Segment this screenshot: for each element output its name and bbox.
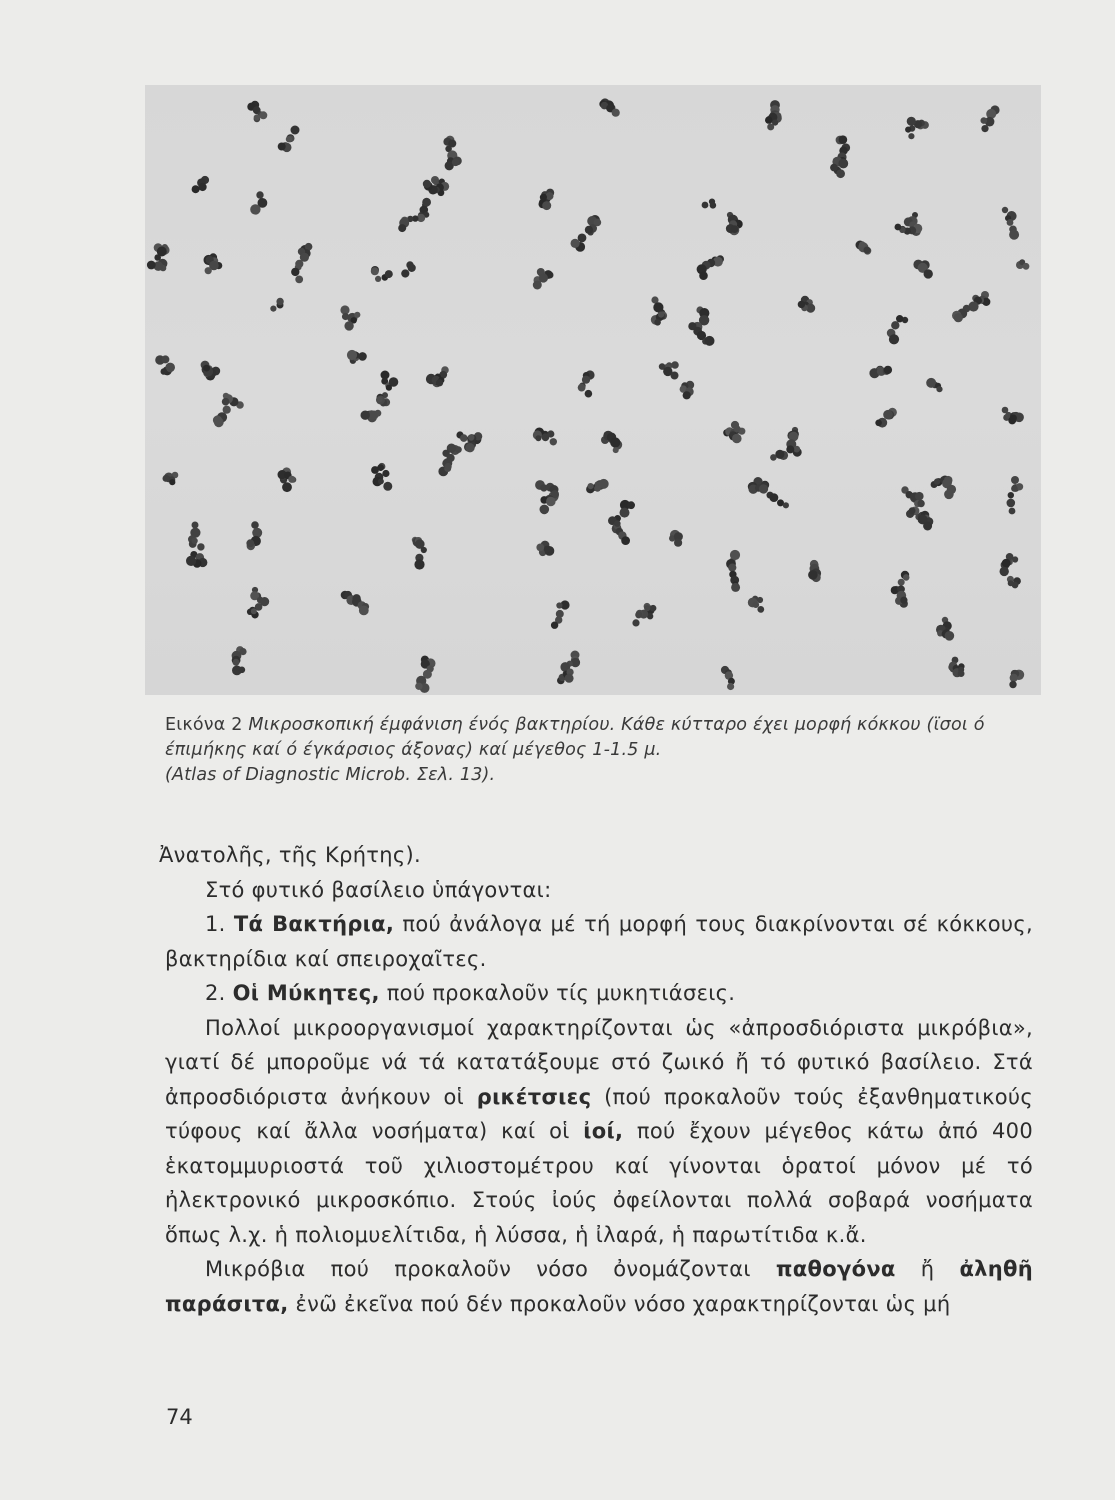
coccus-cell <box>896 315 903 322</box>
coccus-cell <box>1002 559 1011 568</box>
coccus-cell <box>1010 415 1017 422</box>
coccus-cell <box>903 574 910 581</box>
coccus-cell <box>542 201 551 210</box>
coccus-cell <box>344 321 353 330</box>
coccus-cell <box>436 379 443 386</box>
coccus-cell <box>924 269 933 278</box>
coccus-cell <box>759 484 768 493</box>
coccus-cell <box>1008 492 1014 498</box>
coccus-cell <box>192 522 199 529</box>
coccus-cell <box>378 478 384 484</box>
coccus-cell <box>732 434 742 444</box>
coccus-cell <box>808 570 818 580</box>
coccus-cell <box>699 271 708 280</box>
coccus-cell <box>401 269 409 277</box>
coccus-cell <box>250 204 260 214</box>
coccus-cell <box>632 619 639 626</box>
figure-caption <box>165 713 1035 788</box>
coccus-cell <box>620 508 630 518</box>
coccus-cell <box>728 564 736 572</box>
coccus-cell <box>710 202 717 209</box>
coccus-cell <box>547 430 554 437</box>
coccus-cell <box>222 398 230 406</box>
coccus-cell <box>582 376 590 384</box>
coccus-cell <box>550 438 557 445</box>
coccus-cell <box>1011 485 1018 492</box>
coccus-cell <box>422 198 431 207</box>
coccus-cell <box>1009 681 1016 688</box>
paragraph-pathogens <box>165 1252 1033 1321</box>
coccus-cell <box>535 435 541 441</box>
coccus-cell <box>702 202 709 209</box>
list-item-bacteria <box>165 907 1033 976</box>
coccus-cell <box>907 117 916 126</box>
coccus-cell <box>161 368 168 375</box>
text-run: πού ἔχουν μέγεθος κάτω ἀπό 400 ἑκατομμυριοστά τοῦ χιλιοστομέτρου καί γίνονται ὁρατοί μόνον μέ τό ἠλεκτρονικό μικροσκόπιο. Στούς ἰούς ὀφείλονται πολλά σοβαρά νοσήματα ὅπως λ.χ. ἡ πολιομυελίτιδα, ἡ λύσσα, ἡ ἰλαρά, ἡ παρωτίτιδα κ.ἄ. <box>165 1119 1033 1247</box>
coccus-cell <box>923 522 932 531</box>
coccus-cell <box>533 281 542 290</box>
coccus-cell <box>612 109 620 117</box>
coccus-cell <box>578 384 586 392</box>
coccus-cell <box>251 521 259 529</box>
bacteria-micrograph-image <box>145 85 1041 695</box>
coccus-cell <box>199 183 207 191</box>
coccus-cell <box>414 559 424 569</box>
coccus-cell <box>765 116 772 123</box>
coccus-cell <box>371 267 379 275</box>
coccus-cell <box>465 443 474 452</box>
coccus-cell <box>767 123 774 130</box>
paragraph-undefined-microbes <box>165 1011 1033 1253</box>
coccus-cell <box>203 365 210 372</box>
term-true-parasites: ἀληθῆ παράσιτα, <box>165 1257 1033 1316</box>
figure-source: (Atlas of Diagnostic Microb. Σελ. 13). <box>165 765 496 785</box>
coccus-cell <box>551 622 558 629</box>
coccus-cell <box>377 397 383 403</box>
coccus-cell <box>254 114 260 120</box>
coccus-cell <box>898 579 905 586</box>
term-bacteria: Τά Βακτήρια, <box>233 912 395 936</box>
coccus-cell <box>1007 499 1016 508</box>
coccus-cell <box>839 135 848 144</box>
coccus-cell <box>731 225 739 233</box>
figure-label: Εικόνα 2 <box>165 715 243 735</box>
text-run: Μικρόβια πού προκαλοῦν νόσο ὀνομάζονται <box>205 1257 776 1281</box>
text-run: ἐνῶ ἐκεῖνα πού δέν προκαλοῦν νόσο χαρακτηρίζονται ὡς μή <box>288 1291 951 1316</box>
coccus-cell <box>909 507 916 514</box>
coccus-cell <box>415 683 422 690</box>
coccus-cell <box>621 536 630 545</box>
coccus-cell <box>233 659 240 666</box>
coccus-cell <box>610 437 620 447</box>
coccus-cell <box>683 391 691 399</box>
term-pathogenic: παθογόνα <box>775 1257 896 1281</box>
coccus-cell <box>147 261 156 270</box>
coccus-cell <box>875 420 882 427</box>
coccus-cell <box>981 117 988 124</box>
coccus-cell <box>864 247 871 254</box>
coccus-cell <box>895 224 902 231</box>
coccus-cell <box>445 463 452 470</box>
coccus-cell <box>213 416 222 425</box>
coccus-cell <box>1011 476 1019 484</box>
coccus-cell <box>276 298 283 305</box>
coccus-cell <box>546 497 556 507</box>
coccus-cell <box>1000 567 1009 576</box>
coccus-cell <box>838 159 848 169</box>
coccus-cell <box>385 270 393 278</box>
coccus-cell <box>793 446 800 453</box>
coccus-cell <box>161 355 169 363</box>
coccus-cell <box>585 226 593 234</box>
coccus-cell <box>270 306 276 312</box>
coccus-cell <box>1023 263 1030 270</box>
coccus-cell <box>1007 219 1014 226</box>
text-run: Πολλοί μικροοργανισμοί χαρακτηρίζονται ὡς «ἀπροσδιόριστα μικρόβια», γιατί δέ μποροῦμε νά τά κατατάξουμε στό ζωικό ἤ τό φυτικό βασίλειο. Στά ἀπροσδιόριστα ἀνήκουν οἱ <box>165 1015 1033 1109</box>
coccus-cell <box>286 136 292 142</box>
text-run: (πού προκαλοῦν τούς ἐξανθηματικούς τύφους καί ἄλλα νοσήματα) καί οἱ <box>165 1084 1033 1143</box>
figure-caption-text: Μικροσκοπική έμφάνιση ένός βακτηρίου. Κάθε κύτταρο έχει μορφή κόκκου (ϊσοι ό έπιμήκης καί ό έγκάρσιος άξονας) καί μέγεθος 1-1.5 μ. <box>165 715 985 760</box>
coccus-cell <box>361 411 370 420</box>
coccus-cell <box>468 434 474 440</box>
coccus-cell <box>1010 674 1018 682</box>
coccus-cell <box>889 334 899 344</box>
coccus-cell <box>452 159 460 167</box>
coccus-cell <box>352 594 360 602</box>
coccus-cell <box>945 631 955 641</box>
coccus-cell <box>613 447 619 453</box>
coccus-cell <box>917 500 924 507</box>
coccus-cell <box>658 312 664 318</box>
coccus-cell <box>408 264 416 272</box>
coccus-cell <box>786 445 794 453</box>
coccus-cell <box>386 385 392 391</box>
coccus-cell <box>455 446 462 453</box>
coccus-cell <box>900 597 907 604</box>
coccus-cell <box>783 502 789 508</box>
coccus-cell <box>375 276 381 282</box>
micrograph-figure <box>145 85 1041 695</box>
coccus-cell <box>239 667 246 674</box>
coccus-cell <box>836 169 845 178</box>
coccus-cell <box>734 425 741 432</box>
coccus-cell <box>163 475 170 482</box>
coccus-cell <box>585 390 593 398</box>
coccus-cell <box>944 490 954 500</box>
coccus-cell <box>382 470 389 477</box>
coccus-cell <box>671 372 679 380</box>
list-number: 2. <box>205 981 226 1005</box>
coccus-cell <box>565 674 574 683</box>
coccus-cell <box>540 505 550 515</box>
coccus-cell <box>571 239 580 248</box>
coccus-cell <box>926 378 936 388</box>
paragraph-continuation: Ἀνατολῆς, τῆς Κρήτης). <box>159 843 421 867</box>
coccus-cell <box>908 133 914 139</box>
coccus-cell <box>731 583 740 592</box>
coccus-cell <box>934 478 940 484</box>
coccus-cell <box>650 605 657 612</box>
coccus-cell <box>246 539 254 547</box>
coccus-cell <box>981 125 988 132</box>
coccus-cell <box>891 321 899 329</box>
body-text <box>159 838 1033 1321</box>
coccus-cell <box>460 434 468 442</box>
coccus-cell <box>830 164 838 172</box>
term-viruses: ἰοί, <box>583 1119 624 1143</box>
coccus-cell <box>770 454 777 461</box>
coccus-cell <box>291 268 299 276</box>
coccus-cell <box>556 602 562 608</box>
coccus-cell <box>347 350 357 360</box>
coccus-cell <box>423 180 431 188</box>
coccus-cell <box>544 546 551 553</box>
list-text: πού ἀνάλογα μέ τή μορφή τους διακρίνονται σέ κόκκους, βακτηρίδια καί σπειροχαῖτες. <box>165 912 1033 971</box>
coccus-cell <box>358 352 367 361</box>
coccus-cell <box>705 336 715 346</box>
coccus-cell <box>377 464 384 471</box>
list-number: 1. <box>205 912 226 936</box>
coccus-cell <box>259 111 267 119</box>
coccus-cell <box>291 126 300 135</box>
coccus-cell <box>205 267 212 274</box>
coccus-cell <box>251 608 257 614</box>
coccus-cell <box>191 538 197 544</box>
coccus-cell <box>539 273 548 282</box>
coccus-cell <box>278 143 286 151</box>
coccus-cell <box>915 492 924 501</box>
coccus-cell <box>282 482 292 492</box>
coccus-cell <box>859 241 865 247</box>
coccus-cell <box>614 520 621 527</box>
coccus-cell <box>727 683 734 690</box>
coccus-cell <box>936 386 942 392</box>
coccus-cell <box>1009 508 1016 515</box>
coccus-cell <box>421 547 427 553</box>
coccus-cell <box>359 606 369 616</box>
coccus-cell <box>1002 207 1008 213</box>
coccus-cell <box>627 501 635 509</box>
coccus-cell <box>186 556 196 566</box>
coccus-cell <box>383 482 392 491</box>
coccus-cell <box>798 301 805 308</box>
coccus-cell <box>256 191 263 198</box>
coccus-cell <box>1008 580 1014 586</box>
coccus-cell <box>1009 230 1019 240</box>
coccus-cell <box>757 606 764 613</box>
term-fungi: Οἱ Μύκητες, <box>232 981 380 1005</box>
coccus-cell <box>192 185 200 193</box>
coccus-cell <box>958 670 965 677</box>
coccus-cell <box>536 544 544 552</box>
list-item-fungi <box>165 976 1033 1011</box>
coccus-cell <box>770 493 779 502</box>
coccus-cell <box>905 127 911 133</box>
coccus-cell <box>588 483 594 489</box>
coccus-cell <box>753 601 760 608</box>
coccus-cell <box>594 485 601 492</box>
coccus-cell <box>288 476 295 483</box>
coccus-cell <box>954 313 963 322</box>
text-run: ἤ <box>895 1257 960 1281</box>
coccus-cell <box>674 539 682 547</box>
coccus-cell <box>295 276 303 284</box>
paragraph-plant-kingdom: Στό φυτικό βασίλειο ὑπάγονται: <box>205 877 552 902</box>
coccus-cell <box>169 479 175 485</box>
coccus-cell <box>354 312 360 318</box>
coccus-cell <box>398 224 406 232</box>
page-number: 74 <box>166 1405 193 1429</box>
coccus-cell <box>884 366 892 374</box>
coccus-cell <box>654 319 661 326</box>
list-text: πού προκαλοῦν τίς μυκητιάσεις. <box>379 981 736 1005</box>
coccus-cell <box>197 543 204 550</box>
coccus-cell <box>635 611 642 618</box>
coccus-cell <box>883 410 893 420</box>
term-rickettsiae: ρικέτσιες <box>476 1084 592 1109</box>
